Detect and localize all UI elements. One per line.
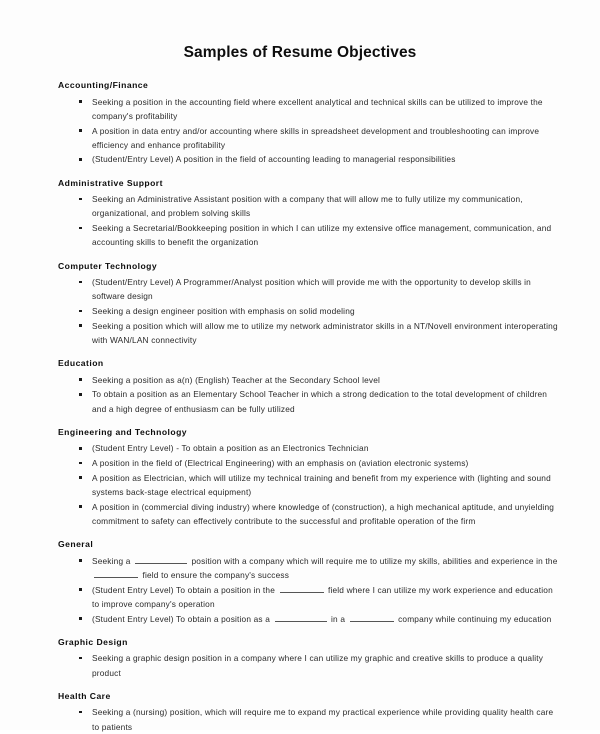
objective-text: To obtain a position as an Elementary School Teacher in which a strong dedication to the total development of children and a high degree of enthusiasm can be fully utilized: [92, 389, 548, 414]
objective-text: Seeking a position which will allow me to utilize my network administrator skills in a NT/Novell environment interoperating with WAN/LAN connectivity: [92, 320, 558, 345]
objective-text: Seeking a: [92, 555, 134, 566]
objective-list: [58, 441, 560, 528]
bullet-icon: [79, 324, 82, 327]
objective-list-item: [58, 651, 560, 679]
section-heading: Health Care: [58, 690, 111, 701]
objective-text: (Student Entry Level) To obtain a position as a: [92, 613, 273, 624]
resume-objective-section: [58, 637, 560, 680]
objective-list-item: [58, 554, 560, 582]
resume-objective-section: [58, 178, 560, 250]
section-heading: General: [58, 539, 94, 550]
resume-objective-section: [58, 427, 560, 528]
objective-text: (Student Entry Level) - To obtain a position as an Electronics Technician: [92, 443, 369, 454]
fill-in-blank: [350, 613, 394, 622]
bullet-icon: [79, 281, 82, 284]
objective-text: Seeking a (nursing) position, which will require me to expand my practical experience while providing quality health care to patients: [92, 707, 554, 732]
objective-text: Seeking an Administrative Assistant position with a company that will allow me to fully utilize my communication, organizational, and problem solving skills: [92, 194, 523, 219]
objective-text: Seeking a position in the accounting field where excellent analytical and technical skills can be utilized to improve the company's profitability: [92, 96, 543, 121]
bullet-icon: [79, 657, 82, 660]
objective-text: in a: [328, 613, 348, 624]
objective-text: Seeking a Secretarial/Bookkeeping position in which I can utilize my extensive office management, communication, and accounting skills to benefit the organization: [92, 223, 552, 248]
objective-list-item: [58, 304, 560, 318]
bullet-icon: [79, 227, 82, 230]
bullet-icon: [79, 476, 82, 479]
objective-list-item: [58, 275, 560, 303]
objective-list: [58, 554, 560, 626]
objective-text: company while continuing my education: [395, 613, 552, 624]
bullet-icon: [79, 310, 82, 313]
section-heading: Accounting/Finance: [58, 80, 149, 91]
objective-list-item: [58, 124, 560, 152]
bullet-icon: [79, 711, 82, 714]
objective-text: (Student Entry Level) To obtain a position in the: [92, 584, 278, 595]
section-heading: Computer Technology: [58, 260, 158, 271]
objective-text: A position in data entry and/or accounting where skills in spreadsheet development and troubleshooting can improve efficiency and enhance profitability: [92, 125, 540, 150]
objective-list: [58, 275, 560, 347]
fill-in-blank: [135, 555, 187, 564]
bullet-icon: [79, 447, 82, 450]
resume-objective-section: [58, 539, 560, 626]
objective-list: [58, 95, 560, 167]
objective-list-item: [58, 319, 560, 347]
objective-list-item: [58, 387, 560, 415]
objective-text: Seeking a design engineer position with emphasis on solid modeling: [92, 306, 355, 317]
objective-text: A position in (commercial diving industry) where knowledge of (construction), a high mechanical aptitude, and unyielding commitment to safety can effectively contribute to the successful and profitable operation of the firm: [92, 501, 555, 526]
section-heading: Engineering and Technology: [58, 426, 187, 437]
fill-in-blank: [280, 584, 324, 593]
fill-in-blank: [94, 569, 138, 578]
resume-objective-section: [58, 358, 560, 416]
objective-text: (Student/Entry Level) A Programmer/Analyst position which will provide me with the opportunity to develop skills in software design: [92, 277, 531, 302]
section-heading: Administrative Support: [58, 177, 163, 188]
objective-list-item: [58, 500, 560, 528]
objective-list-item: [58, 152, 560, 166]
objective-text: Seeking a graphic design position in a company where I can utilize my graphic and creative skills to produce a quality product: [92, 653, 544, 678]
objective-list: [58, 192, 560, 249]
bullet-icon: [79, 158, 82, 161]
bullet-icon: [79, 393, 82, 396]
bullet-icon: [79, 378, 82, 381]
document-body: [0, 61, 600, 734]
resume-objective-section: [58, 691, 560, 734]
objective-text: Seeking a position as a(n) (English) Teacher at the Secondary School level: [92, 374, 381, 385]
objective-text: field to ensure the company's success: [140, 569, 290, 580]
objective-list-item: [58, 95, 560, 123]
bullet-icon: [79, 588, 82, 591]
objective-list: [58, 373, 560, 416]
page-title: Samples of Resume Objectives: [183, 44, 417, 61]
bullet-icon: [79, 617, 82, 620]
objective-text: field where I can utilize my work experience and education to improve company's operation: [92, 584, 553, 609]
objective-list-item: [58, 221, 560, 249]
objective-list-item: [58, 612, 560, 626]
objective-list-item: [58, 583, 560, 611]
objective-list: [58, 651, 560, 679]
bullet-icon: [79, 559, 82, 562]
section-heading: Education: [58, 358, 104, 369]
objective-list-item: [58, 441, 560, 455]
bullet-icon: [79, 462, 82, 465]
fill-in-blank: [275, 613, 327, 622]
bullet-icon: [79, 129, 82, 132]
resume-objective-section: [58, 261, 560, 348]
objective-list-item: [58, 373, 560, 387]
resume-objective-section: [58, 80, 560, 167]
objective-list-item: [58, 192, 560, 220]
bullet-icon: [79, 100, 82, 103]
objective-text: A position in the field of (Electrical Engineering) with an emphasis on (aviation electronic systems): [92, 458, 469, 469]
bullet-icon: [79, 505, 82, 508]
objective-text: A position as Electrician, which will utilize my technical training and benefit from my experience with (lighting and sound systems back-stage electrical equipment): [92, 472, 551, 498]
objective-list-item: [58, 456, 560, 470]
objective-list-item: [58, 471, 560, 499]
bullet-icon: [79, 198, 82, 201]
section-heading: Graphic Design: [58, 636, 128, 647]
objective-text: (Student/Entry Level) A position in the field of accounting leading to managerial responsibilities: [92, 154, 456, 165]
objective-text: position with a company which will require me to utilize my skills, abilities and experience in the: [189, 555, 558, 566]
